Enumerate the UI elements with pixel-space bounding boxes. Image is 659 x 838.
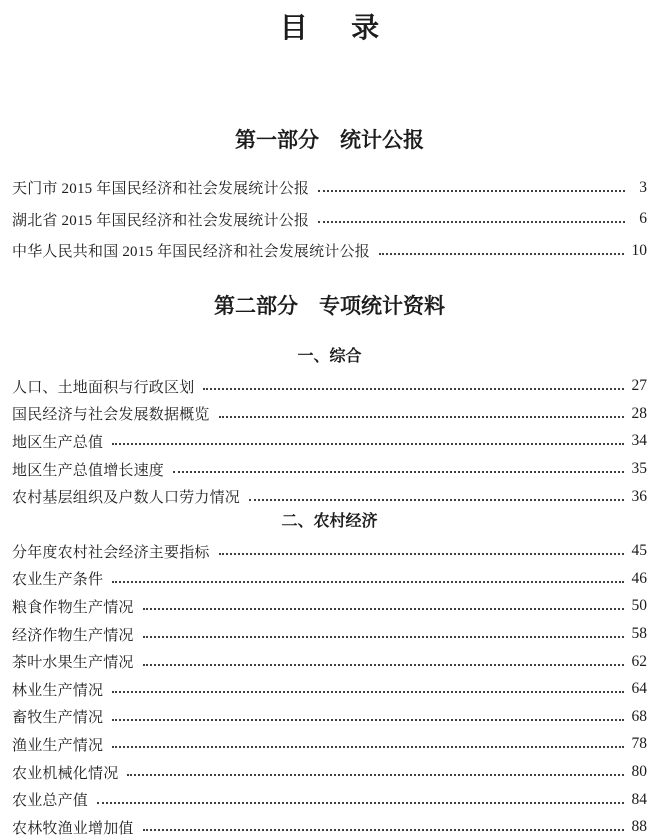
- entry-page-number: 27: [631, 377, 647, 395]
- dot-leader: [203, 388, 623, 390]
- toc-entry: [12, 204, 647, 236]
- part2-group1-heading: 一、综合: [297, 347, 362, 365]
- entry-title: 农业总产值: [12, 793, 89, 810]
- entry-title: 经济作物生产情况: [12, 627, 134, 644]
- toc-entry: [12, 455, 647, 483]
- part1-heading: 第一部分 统计公报: [235, 129, 424, 152]
- toc-entry: [12, 648, 647, 676]
- toc-entry: [12, 703, 647, 731]
- dot-leader: [249, 499, 623, 501]
- entry-title: 农业机械化情况: [12, 765, 119, 782]
- dot-leader: [143, 829, 624, 831]
- dot-leader: [173, 471, 623, 473]
- toc-entry: [12, 620, 647, 648]
- entry-page-number: 36: [631, 487, 647, 505]
- entry-page-number: 10: [631, 241, 647, 259]
- toc-entry: [12, 400, 647, 428]
- dot-leader: [112, 746, 623, 748]
- entry-title: 地区生产总值: [12, 434, 104, 451]
- part1-entry-list: [12, 172, 647, 267]
- dot-leader: [112, 443, 623, 445]
- toc-entry: [12, 565, 647, 593]
- entry-title: 湖北省 2015 年国民经济和社会发展统计公报: [12, 212, 310, 229]
- dot-leader: [143, 608, 624, 610]
- dot-leader: [219, 416, 624, 418]
- entry-page-number: 88: [631, 818, 647, 836]
- entry-title: 人口、土地面积与行政区划: [12, 379, 195, 396]
- page-title: 目录: [279, 13, 423, 44]
- entry-title: 茶叶水果生产情况: [12, 655, 134, 672]
- toc-entry: [12, 428, 647, 456]
- entry-title: 国民经济与社会发展数据概览: [12, 407, 210, 424]
- dot-leader: [318, 190, 625, 192]
- toc-entry: [12, 483, 647, 511]
- toc-entry: [12, 675, 647, 703]
- entry-page-number: 64: [631, 680, 647, 698]
- dot-leader: [112, 691, 623, 693]
- entry-page-number: 80: [631, 763, 647, 781]
- entry-page-number: 58: [631, 625, 647, 643]
- entry-title: 中华人民共和国 2015 年国民经济和社会发展统计公报: [12, 244, 370, 261]
- dot-leader: [318, 221, 625, 223]
- dot-leader: [379, 253, 624, 255]
- toc-entry: [12, 786, 647, 814]
- dot-leader: [127, 774, 623, 776]
- toc-entry: [12, 172, 647, 204]
- dot-leader: [112, 719, 623, 721]
- toc-entry: [12, 593, 647, 621]
- part2-group2-heading: 二、农村经济: [281, 513, 378, 531]
- entry-page-number: 34: [631, 432, 647, 450]
- entry-title: 林业生产情况: [12, 682, 104, 699]
- toc-entry: [12, 537, 647, 565]
- entry-page-number: 45: [631, 542, 647, 560]
- dot-leader: [97, 802, 623, 804]
- entry-page-number: 35: [631, 460, 647, 478]
- entry-title: 农业生产条件: [12, 572, 104, 589]
- entry-page-number: 50: [631, 597, 647, 615]
- toc-entry: [12, 758, 647, 786]
- dot-leader: [143, 664, 624, 666]
- part2-group2-entry-list: [12, 537, 647, 838]
- toc-entry: [12, 373, 647, 401]
- entry-page-number: 84: [631, 790, 647, 808]
- dot-leader: [112, 581, 623, 583]
- part2-group1-entry-list: [12, 373, 647, 511]
- entry-title: 分年度农村社会经济主要指标: [12, 544, 210, 561]
- entry-title: 农村基层组织及户数人口劳力情况: [12, 490, 241, 507]
- entry-page-number: 68: [631, 707, 647, 725]
- entry-page-number: 62: [631, 652, 647, 670]
- entry-page-number: 78: [631, 735, 647, 753]
- dot-leader: [143, 636, 624, 638]
- entry-page-number: 3: [639, 178, 647, 196]
- entry-title: 天门市 2015 年国民经济和社会发展统计公报: [12, 181, 310, 198]
- entry-page-number: 46: [631, 569, 647, 587]
- entry-title: 粮食作物生产情况: [12, 599, 134, 616]
- entry-page-number: 28: [631, 404, 647, 422]
- entry-title: 畜牧生产情况: [12, 710, 104, 727]
- entry-title: 渔业生产情况: [12, 737, 104, 754]
- part2-heading: 第二部分 专项统计资料: [214, 294, 445, 318]
- toc-entry: [12, 235, 647, 267]
- dot-leader: [219, 553, 624, 555]
- entry-title: 农林牧渔业增加值: [12, 820, 134, 837]
- toc-entry: [12, 813, 647, 838]
- entry-page-number: 6: [639, 210, 647, 228]
- entry-title: 地区生产总值增长速度: [12, 462, 165, 479]
- toc-entry: [12, 731, 647, 759]
